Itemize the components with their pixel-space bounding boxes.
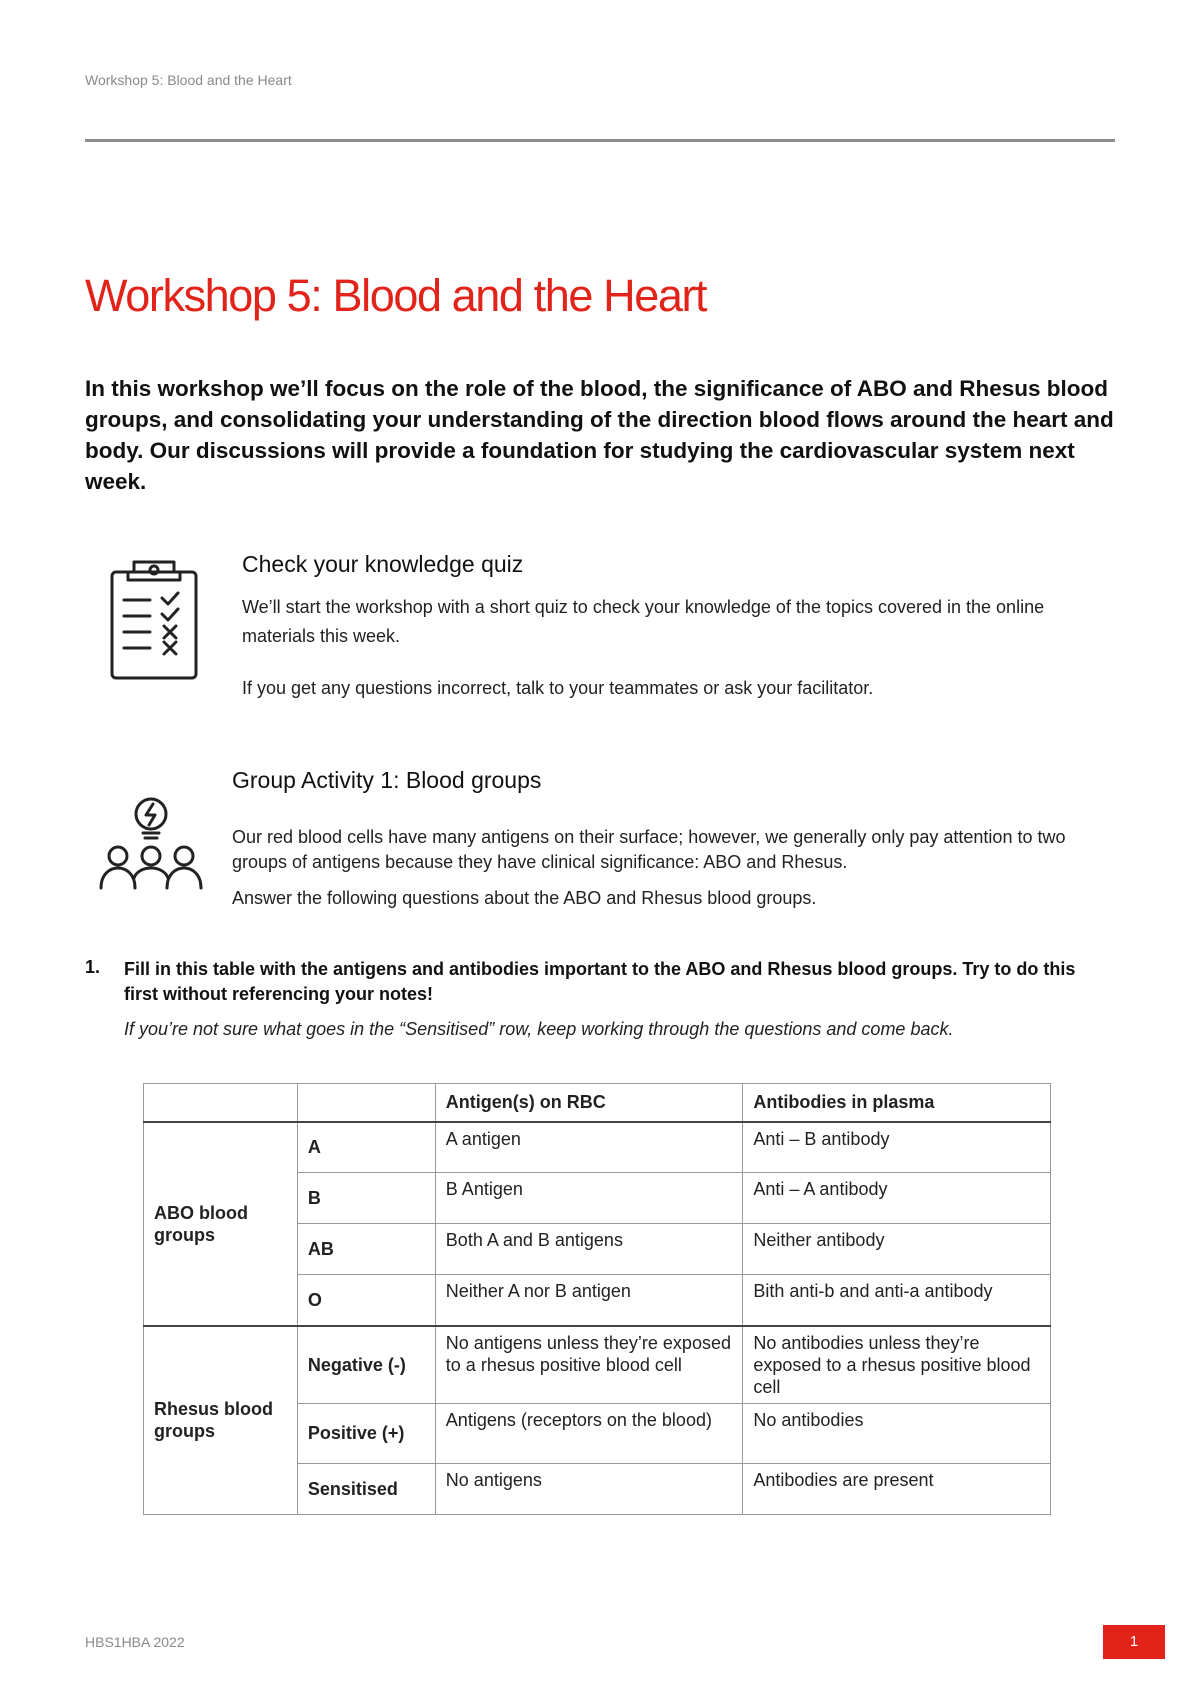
- quiz-description: We’ll start the workshop with a short quiz to check your knowledge of the topics covered in the online materials this week.: [242, 597, 1045, 646]
- blood-type-cell: Positive (+): [297, 1403, 435, 1463]
- antigen-cell: No antigens: [435, 1463, 743, 1514]
- question-note: If you’re not sure what goes in the “Sensitised” row, keep working through the questions and come back.: [124, 1019, 954, 1039]
- antigen-cell: Antigens (receptors on the blood): [435, 1403, 743, 1463]
- intro-paragraph: In this workshop we’ll focus on the role of the blood, the significance of ABO and Rhesus blood groups, and consolidating your understanding of the direction blood flows around the heart and body. Our discussions will provide a foundation for studying the cardiovascular system next week.: [85, 376, 1114, 494]
- group-activity-heading: Group Activity 1: Blood groups: [232, 767, 542, 793]
- quiz-advice: If you get any questions incorrect, talk to your teammates or ask your facilitator.: [242, 678, 874, 698]
- antigen-cell: Both A and B antigens: [435, 1224, 743, 1275]
- antigen-cell: No antigens unless they’re exposed to a rhesus positive blood cell: [435, 1326, 743, 1404]
- blood-type-cell: Sensitised: [297, 1463, 435, 1514]
- blood-type-cell: AB: [297, 1224, 435, 1275]
- table-header-cell: [297, 1084, 435, 1122]
- running-header: Workshop 5: Blood and the Heart: [85, 72, 292, 88]
- table-header-cell: Antigen(s) on RBC: [435, 1084, 743, 1122]
- antibody-cell: Anti – A antibody: [743, 1173, 1051, 1224]
- antibody-cell: Antibodies are present: [743, 1463, 1051, 1514]
- antigen-cell: Neither A nor B antigen: [435, 1275, 743, 1326]
- blood-type-cell: Negative (-): [297, 1326, 435, 1404]
- antibody-cell: Bith anti-b and anti-a antibody: [743, 1275, 1051, 1326]
- footer-course-code: HBS1HBA 2022: [85, 1634, 185, 1650]
- antigen-cell: A antigen: [435, 1122, 743, 1173]
- header-divider: [85, 139, 1115, 142]
- blood-type-cell: O: [297, 1275, 435, 1326]
- clipboard-checklist-icon: [108, 556, 202, 682]
- rhesus-group-label: Rhesus blood groups: [144, 1326, 298, 1515]
- blood-type-cell: A: [297, 1122, 435, 1173]
- table-header-cell: Antibodies in plasma: [743, 1084, 1051, 1122]
- abo-group-label: ABO blood groups: [144, 1122, 298, 1326]
- antigen-cell: B Antigen: [435, 1173, 743, 1224]
- antibody-cell: No antibodies unless they’re exposed to a rhesus positive blood cell: [743, 1326, 1051, 1404]
- question-number: 1.: [85, 957, 101, 977]
- blood-groups-table: [143, 1083, 1051, 1515]
- table-row: [144, 1326, 1051, 1404]
- group-activity-description: Our red blood cells have many antigens on their surface; however, we generally only pay attention to two groups of antigens because they have clinical significance: ABO and Rhesus.: [232, 827, 1066, 872]
- table-header-row: [144, 1084, 1051, 1122]
- antibody-cell: Neither antibody: [743, 1224, 1051, 1275]
- group-idea-icon: [98, 796, 204, 900]
- antibody-cell: Anti – B antibody: [743, 1122, 1051, 1173]
- antibody-cell: No antibodies: [743, 1403, 1051, 1463]
- table-row: [144, 1122, 1051, 1173]
- blood-type-cell: B: [297, 1173, 435, 1224]
- question-text: Fill in this table with the antigens and antibodies important to the ABO and Rhesus blood groups. Try to do this first without referencing your notes!: [124, 959, 1076, 1004]
- page-number-badge: 1: [1103, 1625, 1165, 1659]
- quiz-heading: Check your knowledge quiz: [242, 551, 524, 577]
- group-activity-instruction: Answer the following questions about the ABO and Rhesus blood groups.: [232, 888, 817, 908]
- page-title: Workshop 5: Blood and the Heart: [85, 270, 707, 321]
- table-header-cell: [144, 1084, 298, 1122]
